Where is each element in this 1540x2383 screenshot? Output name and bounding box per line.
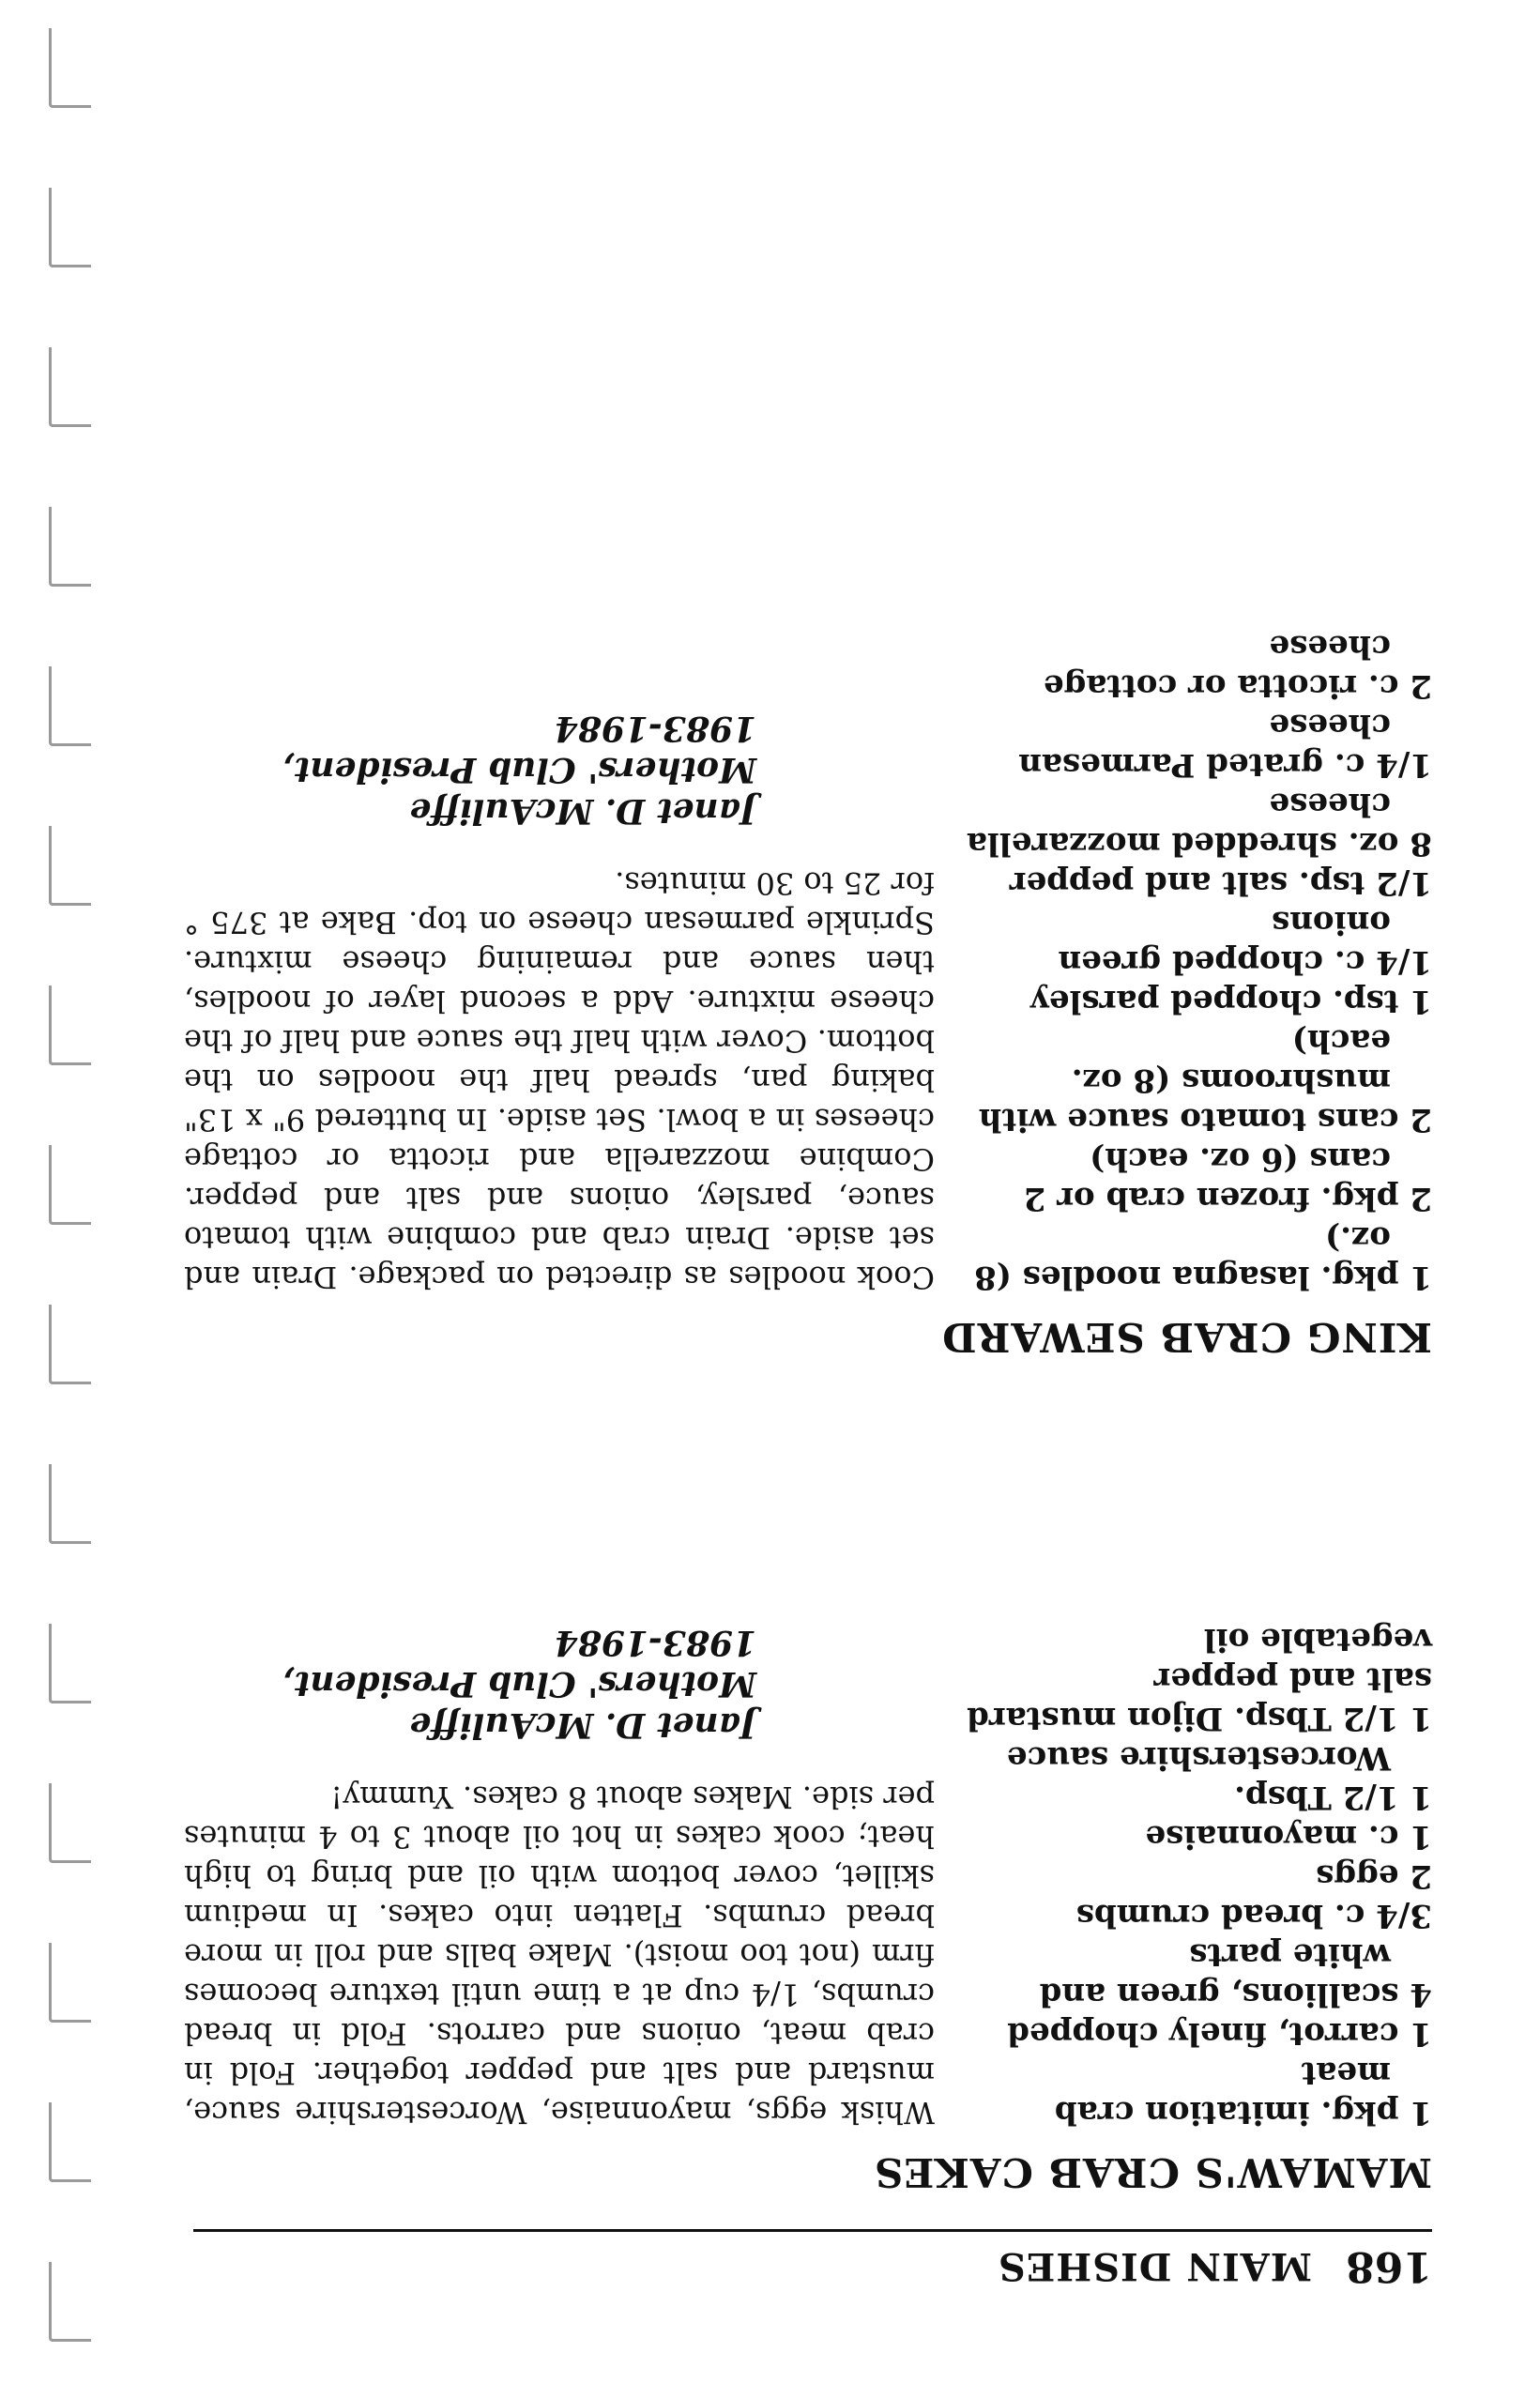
instruction-paragraph: Whisk eggs, mayonnaise, Worcestershire sauce, mustard and salt and pepper together. Fold in crab meat, onions and carrots. Fold in bread crumbs, 1/4 cup at a time until texture becomes firm (not too moist). Make balls and roll in more bread crumbs. Flatten into cakes. In medium skillet, cover bottom with oil and bring to high heat; cook cakes in hot oil about 3 to 4 minutes per side. Makes about 8 cakes. Yummy! [184, 1780, 935, 2131]
ingredient: 1 c. mayonnaise [1145, 1818, 1432, 1856]
ingredient-list [963, 1620, 1432, 2132]
recipe-crab-cakes [184, 1620, 1432, 2195]
ingredient: 1 carrot, finely chopped [1007, 2015, 1432, 2053]
recipe-king-crab-seward [184, 627, 1432, 1360]
ingredient: 3/4 c. bread crumbs [1075, 1897, 1432, 1934]
ingredient: 1/2 tsp. salt and pepper [1009, 864, 1432, 902]
ingredient: 1/4 c. grated Parmesan cheese [1018, 707, 1432, 784]
ingredient: 1 1/2 Tbsp. Dijon mustard [967, 1700, 1432, 1737]
instruction-paragraph: Cook noodles as directed on package. Drain and set aside. Drain crab and combine with tomato sauce, parsley, onions and salt and pepper. Combine mozzarella and ricotta or cottage cheeses in a bowl. Set aside. In buttered 9" x 13" baking pan, spread half the noodles on the bottom. Cover with half the sauce and half of the cheese mixture. Add a second layer of noodles, then sauce and remaining cheese mixture. Sprinkle parmesan cheese on top. Bake at 375 ° for 25 to 30 minutes. [184, 865, 935, 1295]
ingredient: 1 1/2 Tbsp. Worcestershire sauce [1006, 1739, 1432, 1816]
recipe-credit [184, 1622, 935, 1746]
ingredient: 2 cans tomato sauce with mushrooms (8 oz. each) [978, 1022, 1432, 1138]
ingredient: 1/4 c. chopped green onions [1058, 904, 1432, 981]
ingredient: 1 pkg. lasagna noodles (8 oz.) [974, 1219, 1432, 1296]
ingredient: 2 pkg. frozen crab or 2 cans (6 oz. each) [1023, 1140, 1432, 1217]
page-header [193, 2229, 1432, 2296]
ingredient: 2 c. ricotta or cottage cheese [1043, 628, 1432, 705]
ingredient: salt and pepper [1153, 1660, 1432, 1698]
recipe-body [184, 627, 1432, 1297]
instructions [184, 1620, 935, 2132]
ingredient: 8 oz. shredded mozzarella cheese [966, 786, 1432, 863]
recipe-title: KING CRAB SEWARD [941, 1314, 1432, 1360]
recipe-credit [184, 708, 935, 832]
ingredient: 4 scallions, green and white parts [1039, 1936, 1432, 2013]
page-number: 168 [1346, 2242, 1432, 2290]
ingredient: vegetable oil [1203, 1621, 1432, 1658]
ingredient: 1 pkg. imitation crab meat [1054, 2055, 1432, 2131]
instructions [184, 627, 935, 1297]
credit-title: Mothers' Club President, 1983-1984 [282, 1623, 756, 1703]
section-title: MAIN DISHES [998, 2244, 1312, 2288]
recipe-body [184, 1620, 1432, 2132]
ingredient-list [963, 627, 1432, 1297]
credit-name: Janet D. McAuliffe [409, 1705, 756, 1745]
credit-title: Mothers' Club President, 1983-1984 [282, 709, 756, 789]
credit-name: Janet D. McAuliffe [409, 791, 756, 831]
recipe-title: MAMAW'S CRAB CAKES [874, 2149, 1432, 2195]
ingredient: 1 tsp. chopped parsley [1030, 983, 1432, 1020]
ingredient: 2 eggs [1316, 1857, 1432, 1895]
